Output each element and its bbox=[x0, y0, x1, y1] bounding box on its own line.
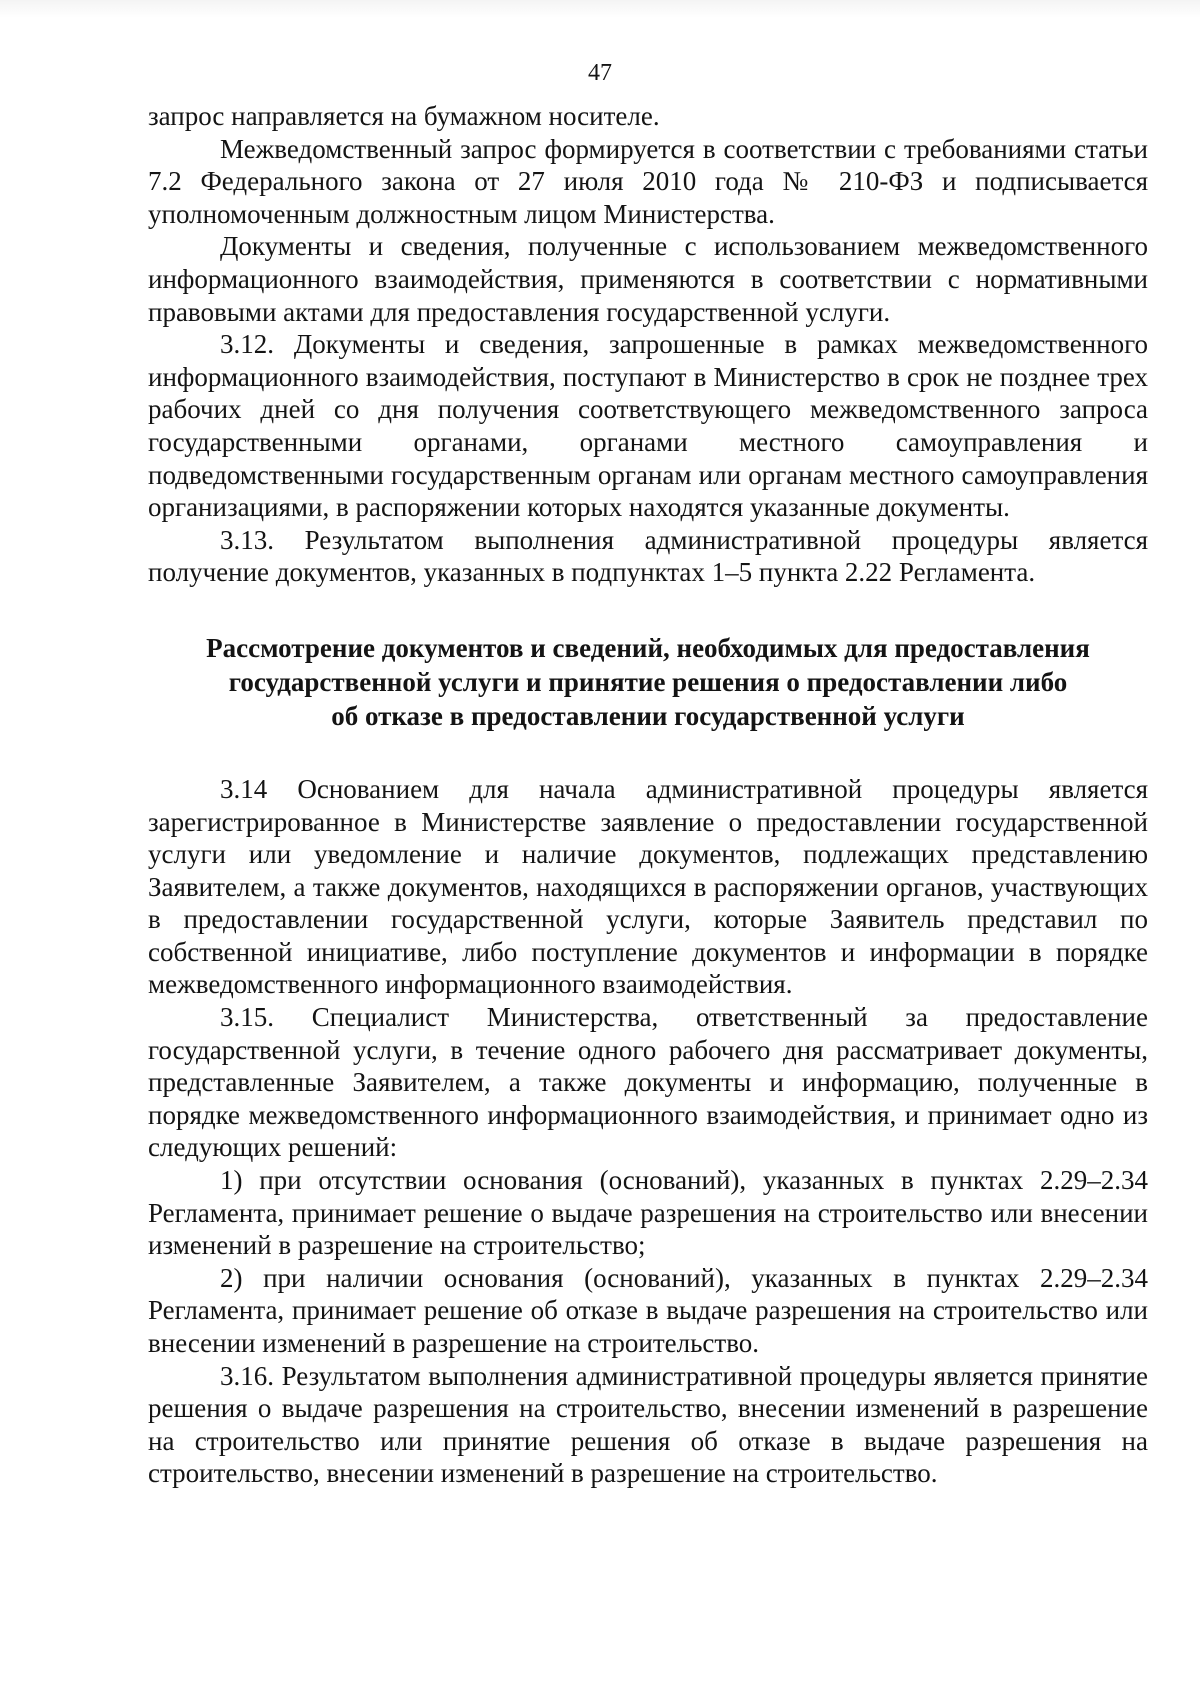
paragraph-top-3: Документы и сведения, полученные с использованием межведомственного информационного взаимодействия, применяются в соответствии с нормативными правовыми актами для предоставления государственной услуги. bbox=[148, 231, 1148, 327]
section-heading-line-3: об отказе в предоставлении государственной услуги bbox=[331, 700, 965, 731]
paragraph-3-14: 3.14 Основанием для начала административной процедуры является зарегистрированное в Министерстве заявление о предоставлении государственной услуги или уведомление и наличие документов, подлежащих представлению Заявителем, а также документов, находящихся в распоряжении органов, участвующих в предоставлении государственной услуги, которые Заявитель представил по собственной инициативе, либо поступление документов и информации в порядке межведомственного информационного взаимодействия. bbox=[148, 773, 1148, 1000]
paragraph-3-12: 3.12. Документы и сведения, запрошенные в рамках межведомственного информационного взаимодействия, поступают в Министерство в срок не позднее трех рабочих дней со дня получения соответствующего межведомственного запроса государственными органами, органами местного самоуправления и подведомственными государственным органам или органам местного самоуправления организациями, в распоряжении которых находятся указанные документы. bbox=[148, 329, 1148, 523]
list-item-1: 1) при отсутствии основания (оснований), указанных в пунктах 2.29–2.34 Регламента, принимает решение о выдаче разрешения на строительство или внесении изменений в разрешение на строительство; bbox=[148, 1165, 1148, 1261]
document-body bbox=[148, 100, 1148, 1490]
paragraph-3-16: 3.16. Результатом выполнения административной процедуры является принятие решения о выдаче разрешения на строительство, внесении изменений в разрешение на строительство или принятие решения об отказе в выдаче разрешения на строительство, внесении изменений в разрешение на строительство. bbox=[148, 1360, 1148, 1489]
section-heading bbox=[148, 631, 1148, 733]
paragraph-top-1: запрос направляется на бумажном носителе. bbox=[148, 101, 660, 131]
page-number: 47 bbox=[588, 60, 612, 86]
scan-edge bbox=[0, 0, 1200, 18]
section-heading-line-1: Рассмотрение документов и сведений, необходимых для предоставления bbox=[206, 632, 1090, 663]
section-heading-line-2: государственной услуги и принятие решения о предоставлении либо bbox=[228, 666, 1068, 697]
list-item-2: 2) при наличии основания (оснований), указанных в пунктах 2.29–2.34 Регламента, принимает решение об отказе в выдаче разрешения на строительство или внесении изменений в разрешение на строительство. bbox=[148, 1262, 1148, 1358]
paragraph-top-2: Межведомственный запрос формируется в соответствии с требованиями статьи 7.2 Федерального закона от 27 июля 2010 года № 210-ФЗ и подписывается уполномоченным должностным лицом Министерства. bbox=[148, 133, 1148, 229]
paragraph-3-13: 3.13. Результатом выполнения административной процедуры является получение документов, указанных в подпунктах 1–5 пункта 2.22 Регламента. bbox=[148, 524, 1148, 588]
paragraph-3-15: 3.15. Специалист Министерства, ответственный за предоставление государственной услуги, в течение одного рабочего дня рассматривает документы, представленные Заявителем, а также документы и информацию, полученные в порядке межведомственного информационного взаимодействия, и принимает одно из следующих решений: bbox=[148, 1002, 1148, 1163]
